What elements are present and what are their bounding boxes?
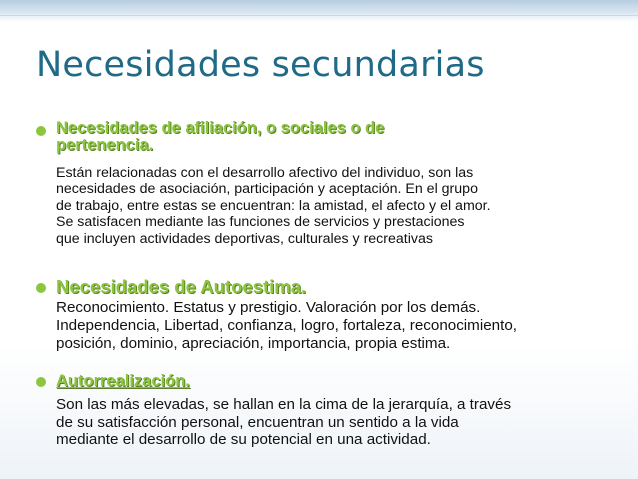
body-line: mediante el desarrollo de su potencial en una actividad. xyxy=(56,431,431,449)
bullet-icon xyxy=(36,283,46,293)
top-decorative-band xyxy=(0,0,638,22)
heading-line: pertenencia. xyxy=(56,136,154,154)
body-line: Independencia, Libertad, confianza, logro, fortaleza, reconocimiento, xyxy=(56,316,517,334)
section-heading-row xyxy=(36,372,626,391)
heading-line: Necesidades de Autoestima. xyxy=(56,276,307,297)
body-line: de su satisfacción personal, encuentran un sentido a la vida xyxy=(56,413,459,431)
section-autorrealizacion xyxy=(36,372,626,449)
body-line: Se satisfacen mediante las funciones de servicios y prestaciones xyxy=(56,214,465,231)
section-heading-row xyxy=(36,120,626,154)
section-heading xyxy=(56,276,306,298)
bullet-icon xyxy=(36,126,46,136)
section-heading xyxy=(56,120,506,154)
section-body xyxy=(36,165,611,247)
body-line: Reconocimiento. Estatus y prestigio. Valoración por los demás. xyxy=(56,299,481,316)
section-body xyxy=(36,396,631,449)
body-line: que incluyen actividades deportivas, culturales y recreativas xyxy=(56,230,433,247)
section-autoestima xyxy=(36,276,626,352)
bullet-icon xyxy=(36,377,46,387)
body-line: Son las más elevadas, se hallan en la cima de la jerarquía, a través xyxy=(56,396,512,413)
body-line: necesidades de asociación, participación y aceptación. En el grupo xyxy=(56,181,478,198)
section-heading xyxy=(56,372,190,391)
body-line: Están relacionadas con el desarrollo afectivo del individuo, son las xyxy=(56,165,474,181)
top-divider xyxy=(0,15,638,16)
heading-line: Necesidades de afiliación, o sociales o de xyxy=(56,119,385,137)
section-body xyxy=(36,299,636,352)
heading-line: Autorrealización. xyxy=(56,372,190,390)
section-afiliacion xyxy=(36,120,626,247)
section-heading-row xyxy=(36,276,626,298)
body-line: posición, dominio, apreciación, importancia, propia estima. xyxy=(56,334,451,352)
body-line: de trabajo, entre estas se encuentran: la amistad, el afecto y el amor. xyxy=(56,197,491,214)
slide-title: Necesidades secundarias xyxy=(36,45,485,85)
